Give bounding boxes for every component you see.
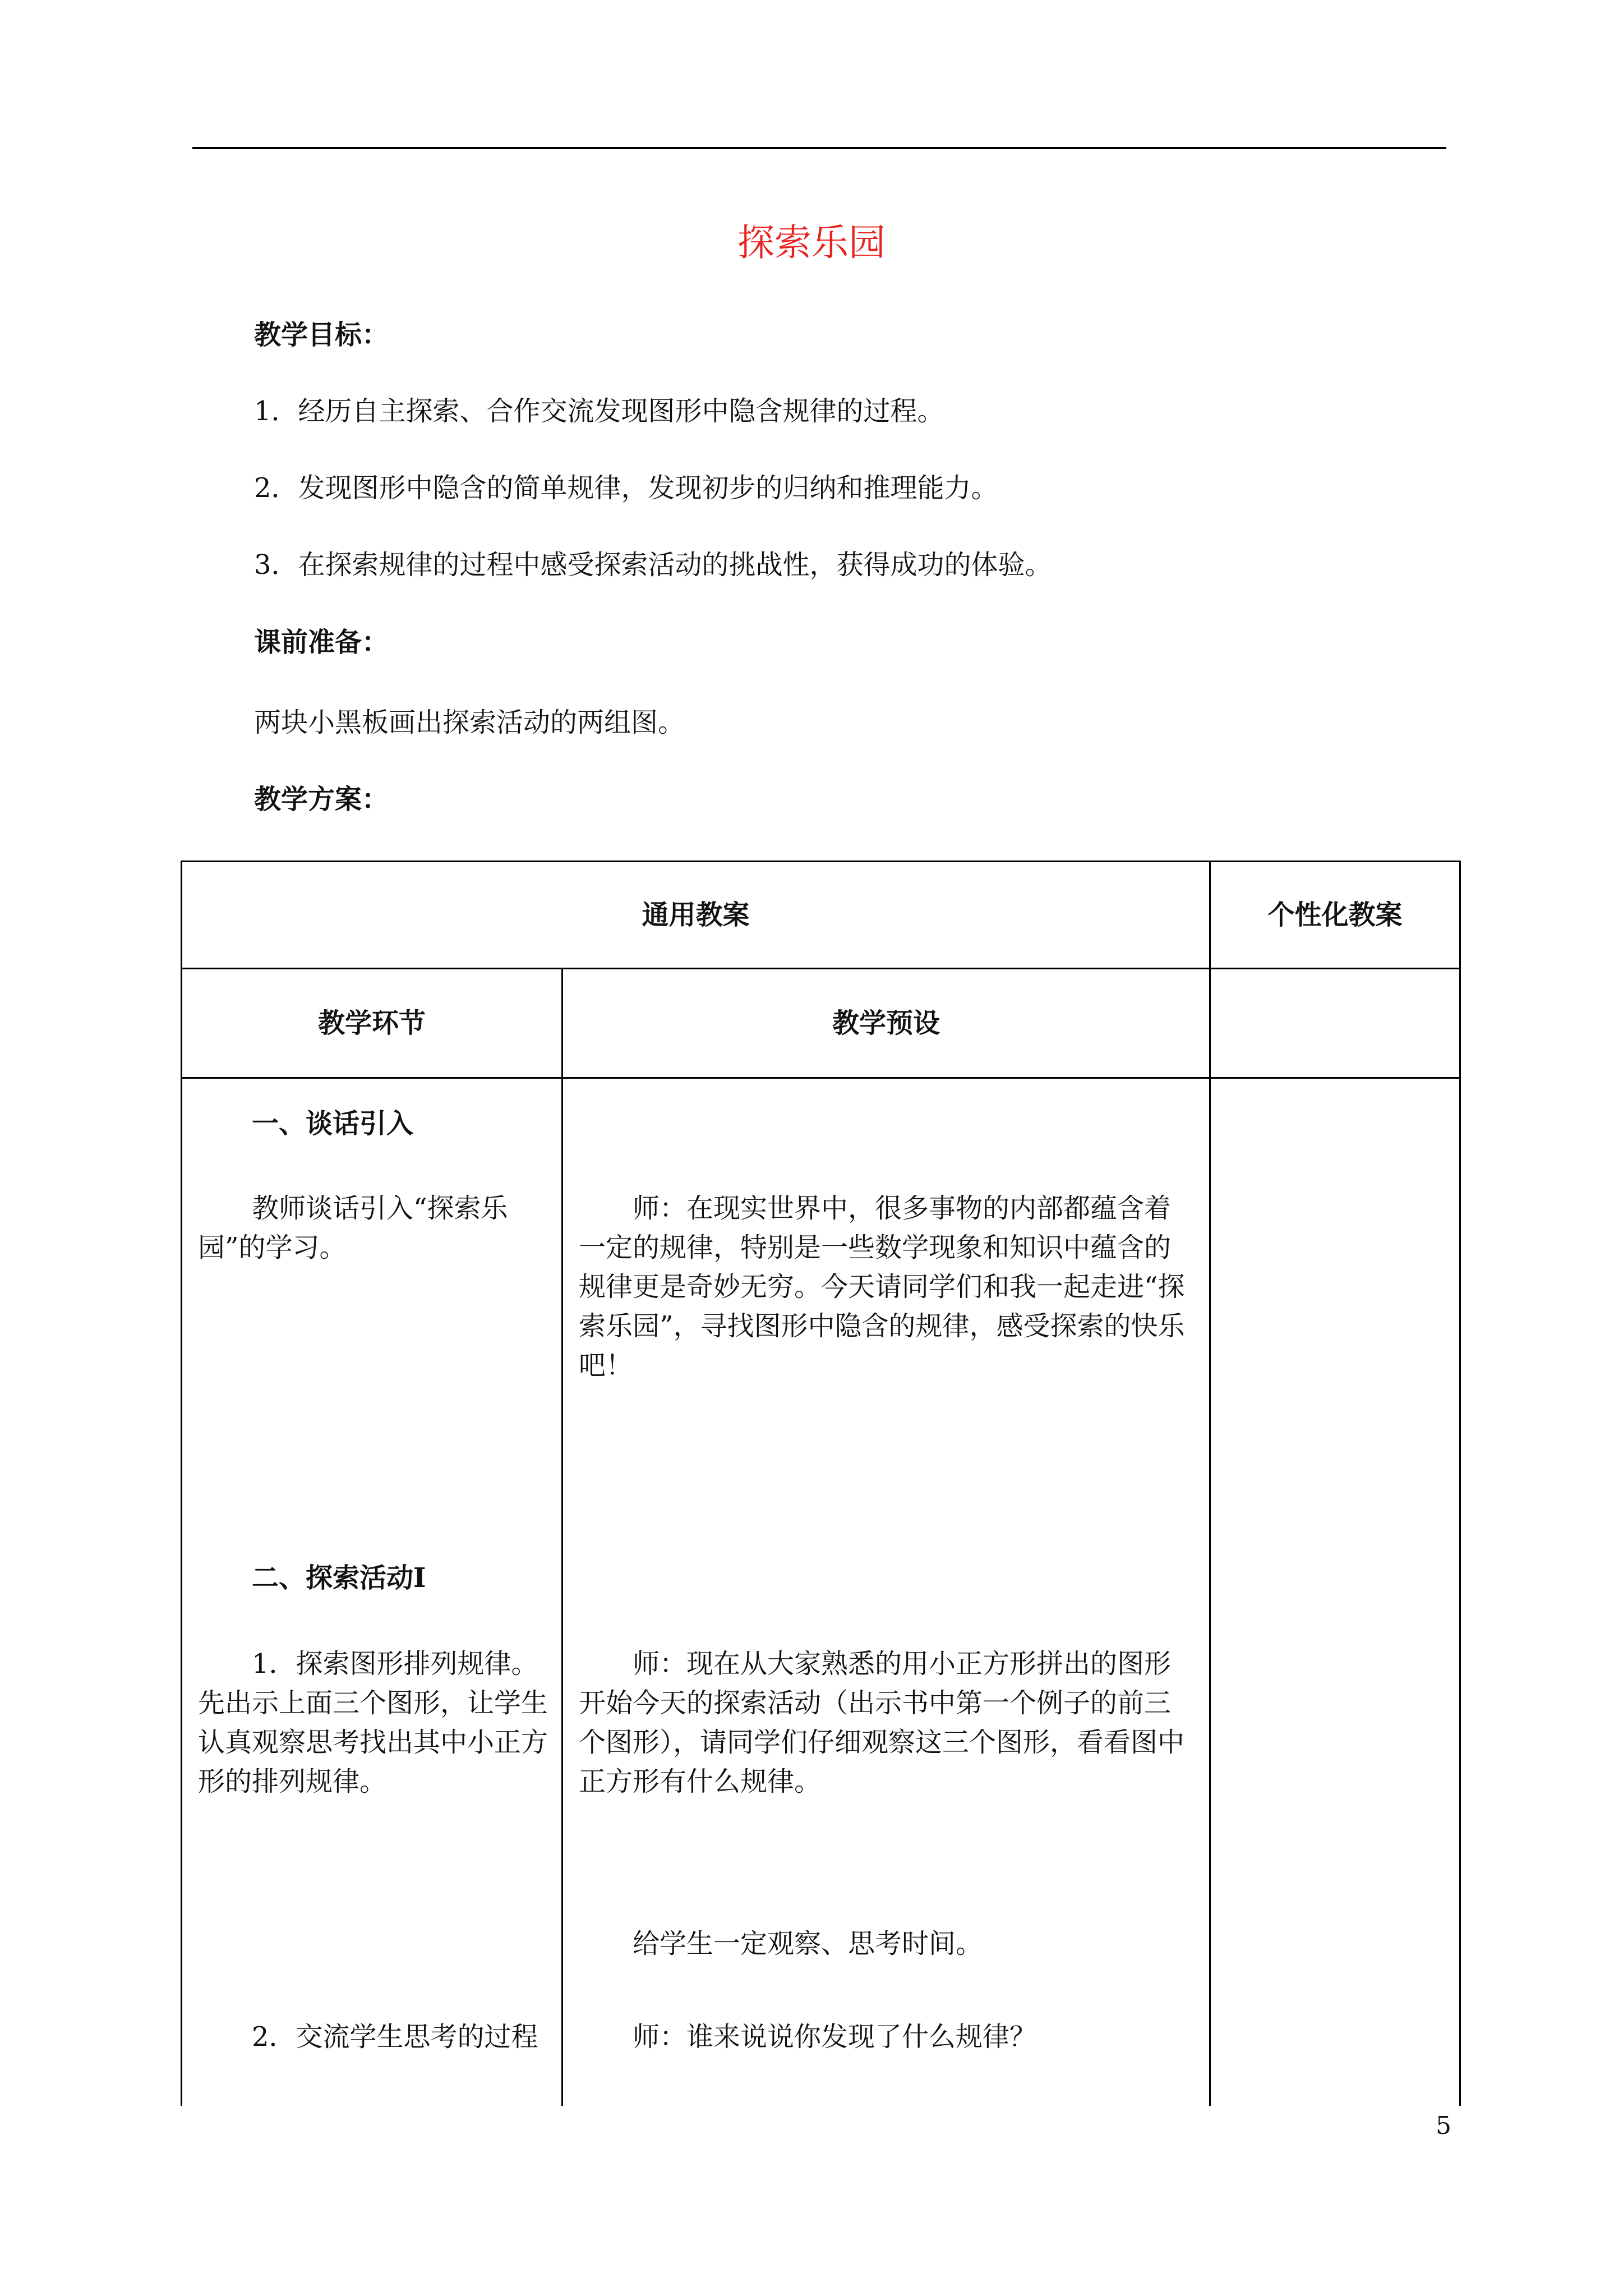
preset-text: 师：在现实世界中，很多事物的内部都蕴含着一定的规律，特别是一些数学现象和知识中蕴含的规律更是奇妙无穷。今天请同学们和我一起走进“探索乐园”，寻找图形中隐含的规律，感受探索的快乐吧！ bbox=[579, 1193, 1185, 1381]
objective-item: 3．在探索规律的过程中感受探索活动的挑战性，获得成功的体验。 bbox=[254, 549, 1052, 581]
stage-column bbox=[182, 1078, 562, 2106]
personal-plan-header: 个性化教案 bbox=[1210, 862, 1460, 969]
preparation-text: 两块小黑板画出探索活动的两组图。 bbox=[254, 707, 685, 738]
lesson-plan-table bbox=[181, 861, 1461, 2106]
objectives-heading: 教学目标： bbox=[254, 319, 389, 351]
section-title: 二、探索活动Ⅰ bbox=[252, 1562, 426, 1594]
section-title: 一、谈话引入 bbox=[252, 1108, 414, 1139]
preset-text: 师：现在从大家熟悉的用小正方形拼出的图形开始今天的探索活动（出示书中第一个例子的前三个图形），请同学们仔细观察这三个图形，看看图中正方形有什么规律。 bbox=[579, 1648, 1185, 1797]
preset-column-header: 教学预设 bbox=[562, 969, 1210, 1078]
objective-item: 1．经历自主探索、合作交流发现图形中隐含规律的过程。 bbox=[254, 395, 944, 427]
preparation-heading: 课前准备： bbox=[254, 627, 389, 658]
stage-text: 教师谈话引入“探索乐园”的学习。 bbox=[198, 1193, 508, 1263]
personal-plan-column bbox=[1210, 1078, 1460, 2106]
personal-plan-blank bbox=[1210, 969, 1460, 1078]
stage-column-header: 教学环节 bbox=[182, 969, 562, 1078]
preset-column bbox=[562, 1078, 1210, 2106]
stage-text: 1．探索图形排列规律。先出示上面三个图形，让学生认真观察思考找出其中小正方形的排列规律。 bbox=[198, 1648, 548, 1797]
plan-heading: 教学方案： bbox=[254, 784, 389, 815]
document-title: 探索乐园 bbox=[737, 221, 886, 264]
objective-item: 2．发现图形中隐含的简单规律，发现初步的归纳和推理能力。 bbox=[254, 472, 998, 504]
stage-text: 2．交流学生思考的过程 bbox=[252, 2021, 538, 2053]
preset-text: 师：谁来说说你发现了什么规律？ bbox=[633, 2021, 1037, 2053]
preset-text: 给学生一定观察、思考时间。 bbox=[633, 1928, 983, 1959]
page-number: 5 bbox=[1436, 2111, 1451, 2140]
general-plan-header: 通用教案 bbox=[182, 862, 1210, 969]
header-rule bbox=[192, 147, 1446, 149]
